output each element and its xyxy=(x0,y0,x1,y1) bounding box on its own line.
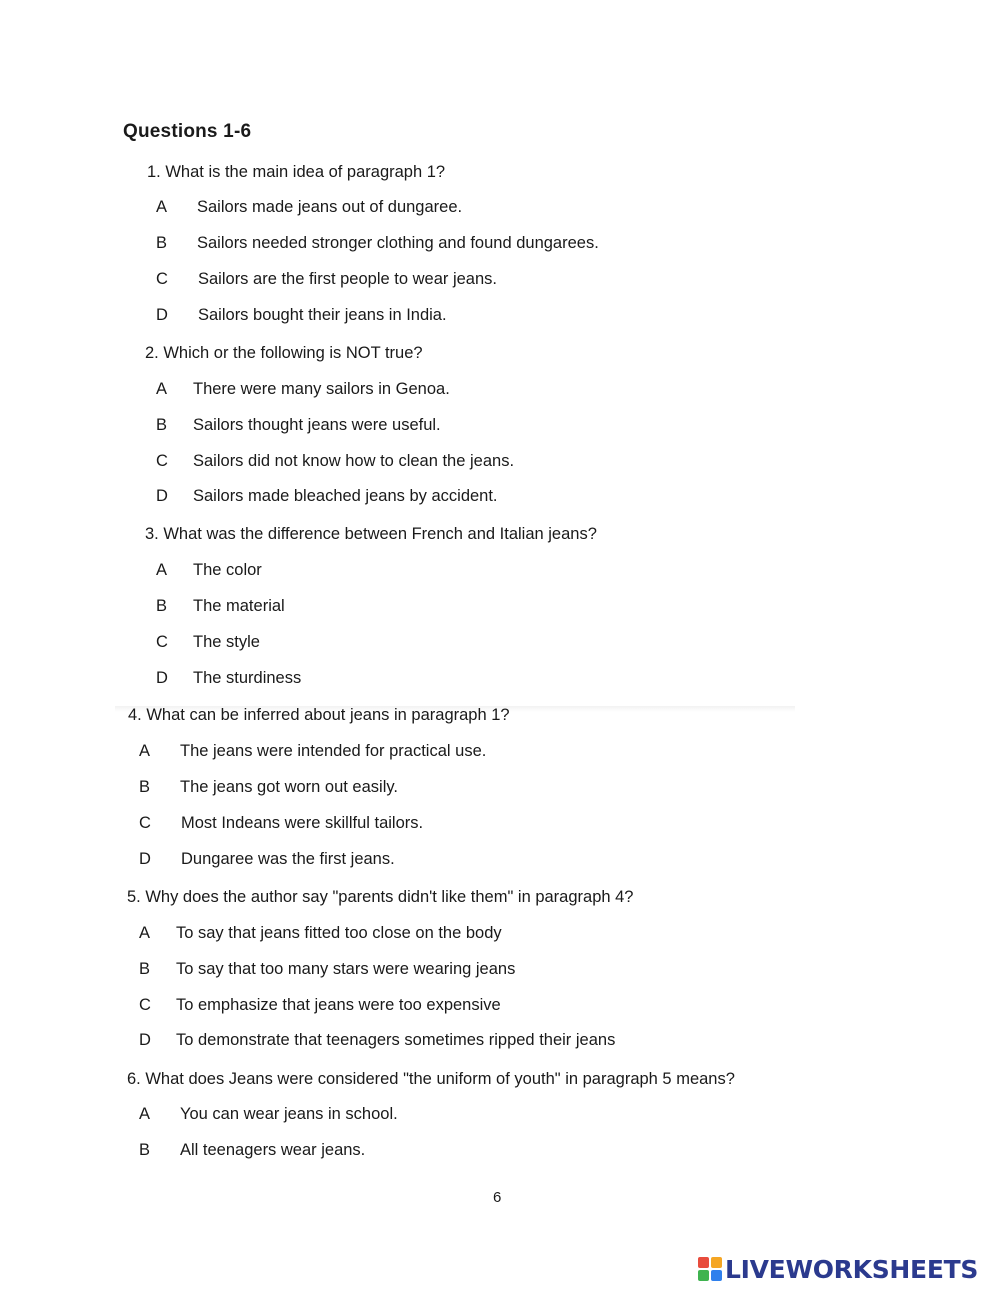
option-5b[interactable] xyxy=(139,959,515,979)
option-5a[interactable] xyxy=(139,923,502,943)
option-text: Sailors made bleached jeans by accident. xyxy=(193,487,498,505)
option-letter: C xyxy=(156,270,168,288)
option-letter: C xyxy=(139,814,151,832)
page-number: 6 xyxy=(493,1189,502,1206)
option-3b[interactable] xyxy=(156,596,285,616)
option-text: To emphasize that jeans were too expensive xyxy=(176,996,501,1014)
option-text: Dungaree was the first jeans. xyxy=(181,850,395,868)
option-letter: D xyxy=(156,306,168,324)
logo-square xyxy=(711,1270,722,1281)
brand-name: LIVEWORKSHEETS xyxy=(725,1254,979,1284)
option-letter: A xyxy=(139,742,151,760)
option-letter: B xyxy=(156,597,168,615)
option-4a[interactable] xyxy=(139,741,486,761)
option-text: To say that too many stars were wearing jeans xyxy=(176,960,516,978)
option-text: Sailors thought jeans were useful. xyxy=(193,416,441,434)
question-1: 1. What is the main idea of paragraph 1? xyxy=(147,163,446,181)
option-text: To demonstrate that teenagers sometimes ripped their jeans xyxy=(176,1031,616,1049)
option-letter: B xyxy=(139,778,151,796)
option-3d[interactable] xyxy=(156,668,301,688)
option-letter: B xyxy=(139,960,151,978)
option-text: All teenagers wear jeans. xyxy=(180,1141,366,1159)
option-letter: D xyxy=(156,669,168,687)
option-text: To say that jeans fitted too close on the body xyxy=(176,924,502,942)
question-4: 4. What can be inferred about jeans in paragraph 1? xyxy=(128,706,510,724)
option-text: The material xyxy=(193,597,285,615)
option-2b[interactable] xyxy=(156,415,441,435)
option-letter: D xyxy=(139,850,151,868)
option-letter: B xyxy=(139,1141,151,1159)
logo-square xyxy=(698,1270,709,1281)
option-letter: A xyxy=(156,380,168,398)
option-4d[interactable] xyxy=(139,849,395,869)
option-2c[interactable] xyxy=(156,451,514,471)
option-text: The color xyxy=(193,561,262,579)
option-2a[interactable] xyxy=(156,379,450,399)
logo-square xyxy=(698,1257,709,1268)
option-4c[interactable] xyxy=(139,813,423,833)
option-text: Most Indeans were skillful tailors. xyxy=(181,814,424,832)
option-letter: B xyxy=(156,234,168,252)
question-6: 6. What does Jeans were considered "the uniform of youth" in paragraph 5 means? xyxy=(127,1070,735,1088)
option-1c[interactable] xyxy=(156,269,497,289)
option-1b[interactable] xyxy=(156,233,599,253)
question-5: 5. Why does the author say "parents didn't like them" in paragraph 4? xyxy=(127,888,634,906)
option-2d[interactable] xyxy=(156,486,498,506)
option-4b[interactable] xyxy=(139,777,398,797)
logo-square xyxy=(711,1257,722,1268)
option-letter: A xyxy=(156,198,168,216)
question-3: 3. What was the difference between French and Italian jeans? xyxy=(145,525,597,543)
option-letter: C xyxy=(156,633,168,651)
option-letter: C xyxy=(156,452,168,470)
liveworksheets-logo-icon xyxy=(698,1257,722,1281)
option-3c[interactable] xyxy=(156,632,260,652)
option-text: Sailors did not know how to clean the jeans. xyxy=(193,452,515,470)
option-letter: D xyxy=(139,1031,151,1049)
option-text: The style xyxy=(193,633,260,651)
option-text: Sailors bought their jeans in India. xyxy=(198,306,447,324)
liveworksheets-brand xyxy=(698,1254,978,1284)
option-text: Sailors made jeans out of dungaree. xyxy=(197,198,463,216)
option-letter: A xyxy=(156,561,168,579)
question-2: 2. Which or the following is NOT true? xyxy=(145,344,423,362)
option-letter: C xyxy=(139,996,151,1014)
option-text: You can wear jeans in school. xyxy=(180,1105,398,1123)
option-text: The jeans got worn out easily. xyxy=(180,778,398,796)
option-5c[interactable] xyxy=(139,995,501,1015)
option-text: There were many sailors in Genoa. xyxy=(193,380,450,398)
option-1a[interactable] xyxy=(156,197,462,217)
option-letter: A xyxy=(139,924,151,942)
option-5d[interactable] xyxy=(139,1030,615,1050)
option-letter: A xyxy=(139,1105,151,1123)
option-6b[interactable] xyxy=(139,1140,365,1160)
option-1d[interactable] xyxy=(156,305,447,325)
option-text: The jeans were intended for practical use. xyxy=(180,742,487,760)
option-6a[interactable] xyxy=(139,1104,398,1124)
option-3a[interactable] xyxy=(156,560,262,580)
option-text: Sailors needed stronger clothing and found dungarees. xyxy=(197,234,599,252)
option-letter: D xyxy=(156,487,168,505)
section-heading: Questions 1-6 xyxy=(123,121,252,142)
option-text: The sturdiness xyxy=(193,669,302,687)
option-letter: B xyxy=(156,416,168,434)
option-text: Sailors are the first people to wear jeans. xyxy=(198,270,497,288)
